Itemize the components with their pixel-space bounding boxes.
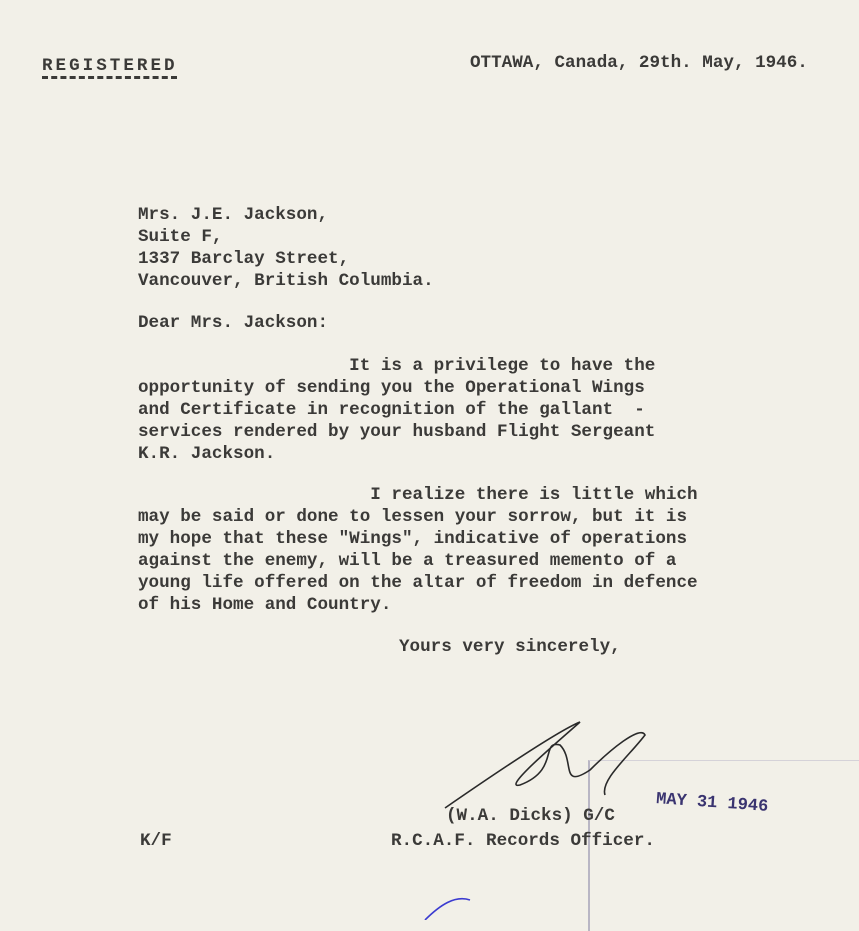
signatory-title: R.C.A.F. Records Officer.	[391, 831, 655, 851]
address-line: Suite F,	[138, 227, 223, 247]
stamp-date: MAY 31 1946	[655, 790, 769, 817]
paragraph-line: and Certificate in recognition of the gallant -	[138, 400, 645, 420]
paragraph-line: It is a privilege to have the	[138, 356, 656, 376]
address-line: Vancouver, British Columbia.	[138, 271, 434, 291]
paragraph-line: may be said or done to lessen your sorrow, but it is	[138, 507, 688, 527]
paragraph-line: young life offered on the altar of freedom in defence	[138, 573, 698, 593]
paragraph-line: services rendered by your husband Flight Sergeant	[138, 422, 656, 442]
reference-initials: K/F	[140, 831, 172, 851]
paragraph-line: K.R. Jackson.	[138, 444, 276, 464]
signatory-name: (W.A. Dicks) G/C	[446, 806, 615, 826]
place-date: OTTAWA, Canada, 29th. May, 1946.	[470, 53, 808, 73]
paragraph-line: against the enemy, will be a treasured memento of a	[138, 551, 677, 571]
paragraph-line: my hope that these "Wings", indicative of operations	[138, 529, 688, 549]
address-line: 1337 Barclay Street,	[138, 249, 350, 269]
paragraph-line: I realize there is little which	[138, 485, 698, 505]
paragraph-line: of his Home and Country.	[138, 595, 392, 615]
paragraph-line: opportunity of sending you the Operational Wings	[138, 378, 645, 398]
registered-heading: REGISTERED	[42, 56, 178, 76]
address-line: Mrs. J.E. Jackson,	[138, 205, 329, 225]
closing: Yours very sincerely,	[399, 637, 621, 657]
salutation: Dear Mrs. Jackson:	[138, 313, 329, 333]
